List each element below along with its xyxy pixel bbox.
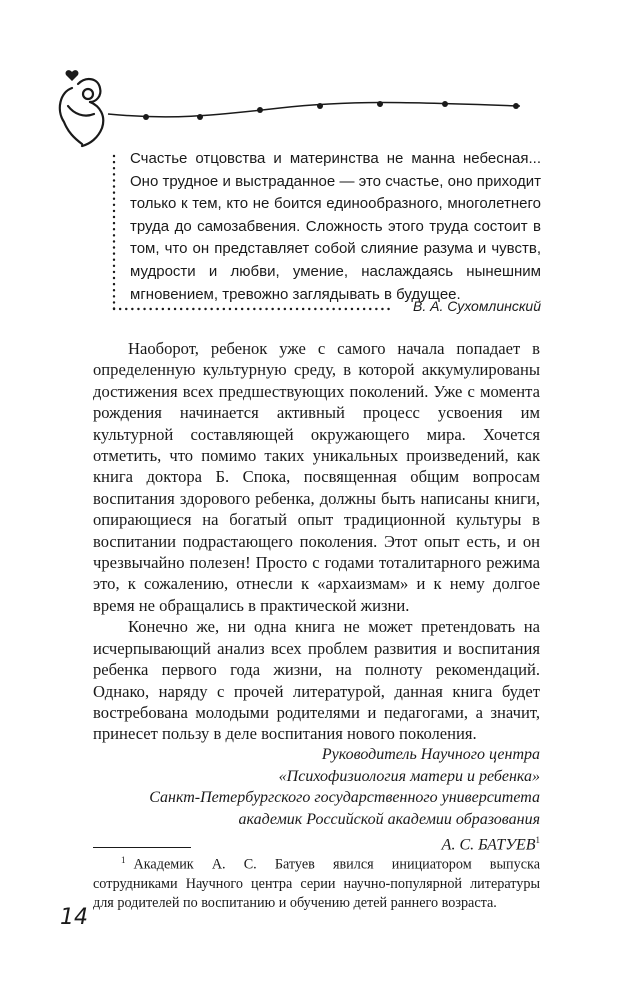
page-number: 14 <box>60 905 88 930</box>
epigraph <box>110 148 541 318</box>
paragraph: Конечно же, ни одна книга не может претендовать на исчерпывающий анализ всех проблем развития и воспитания ребенка первого года жизни, на полноту рекомендаций. Однако, наряду с прочей литературой, данная книга будет востребована молодыми родителями и педагогами, а значит, принесет пользу в деле воспитания нового поколения. <box>93 617 540 744</box>
footnote-marker: 1 <box>121 855 126 865</box>
footnote-reference[interactable]: 1 <box>535 835 540 845</box>
signature-line: академик Российской академии образования <box>238 810 540 828</box>
body-text <box>93 338 540 745</box>
signature-line: Руководитель Научного центра <box>321 746 540 763</box>
footnote-divider <box>93 847 191 848</box>
paragraph: Наоборот, ребенок уже с самого начала попадает в определенную культурную среду, в которой аккумулированы достижения всех предшествующих поколений. Уже с момента рождения начинается активный процесс усвоения им культурной составляющей окружающего мира. Хочется отметить, что помимо таких уникальных произведений, как книга доктора Б. Спока, посвященная общим вопросам воспитания здорового ребенка, должны быть написаны книги, опирающиеся на богатый опыт традиционной культуры в воспитании подрастающего поколения. Этот опыт есть, и он чрезвычайно полезен! Просто с годами тоталитарного режима это, к сожалению, отнесли к «архаизмам» и к нему долгое время не обращались в практической жизни. <box>93 339 540 615</box>
signature-line: Санкт-Петербургского государственного университета <box>149 789 540 806</box>
mother-child-silhouette-icon <box>60 79 103 146</box>
wavy-line <box>108 103 520 117</box>
signature-line: «Психофизиология матери и ребенка» <box>278 767 540 785</box>
signature-name: А. С. БАТУЕВ <box>441 836 536 854</box>
signature-block <box>93 744 540 856</box>
footnote-text: Академик А. С. Батуев явился инициатором выпуска сотрудниками Научного центра серии научно-популярной литературы для родителей по воспитанию и обучению детей раннего возраста. <box>93 856 540 911</box>
footnote <box>93 851 540 913</box>
heart-icon <box>66 70 79 81</box>
header-ornament <box>50 62 570 152</box>
epigraph-author: В. А. Сухомлинский <box>413 298 541 314</box>
epigraph-quote: Счастье отцовства и материнства не манна небесная... Оно трудное и выстраданное — это счастье, оно приходит только к тем, кто не боится единообразного, многолетнего труда до самозабвения. Сложность этого труда состоит в том, что он представляет собой слияние разума и чувств, мудрости и любви, умение, наслаждаясь нынешним мгновением, тревожно заглядывать в будущее. <box>130 150 541 303</box>
